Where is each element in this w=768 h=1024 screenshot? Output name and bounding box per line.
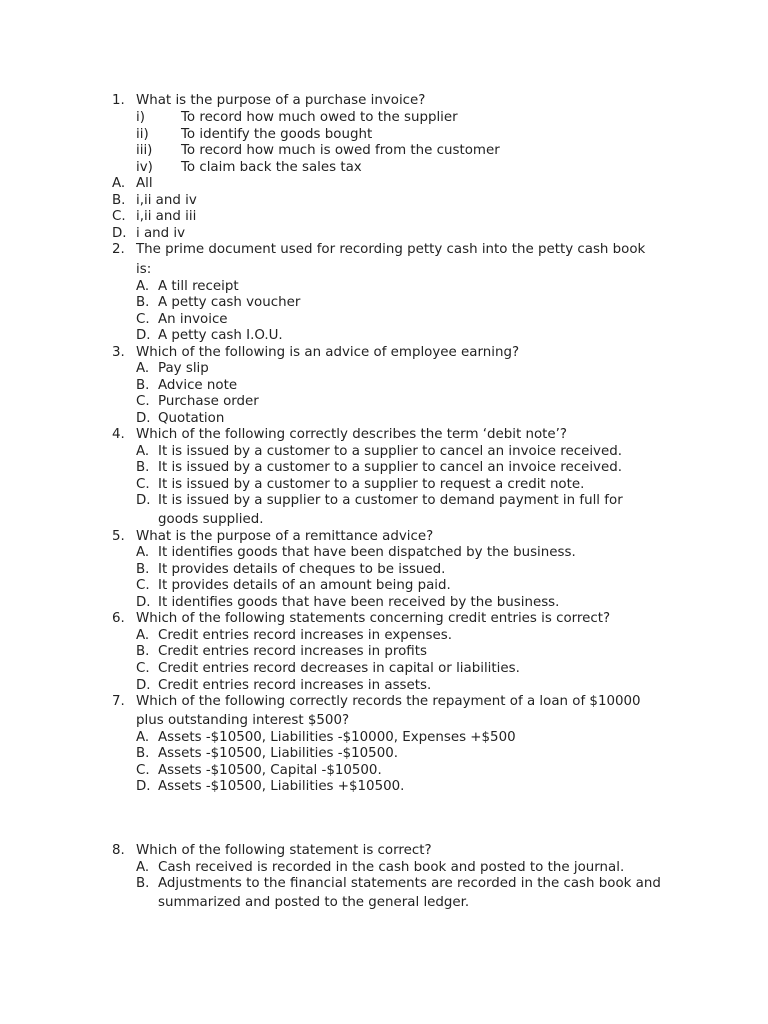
question-text: Which of the following statements concerning credit entries is correct? (136, 611, 611, 626)
option-label: C. (136, 394, 150, 409)
option-label: C. (136, 578, 150, 593)
question-number: 6. (112, 611, 125, 626)
option-label: D. (136, 779, 151, 794)
option-text: It identifies goods that have been dispatched by the business. (158, 545, 576, 560)
option-label: A. (136, 361, 150, 376)
option-text: Credit entries record increases in assets. (158, 678, 432, 693)
option-text: goods supplied. (158, 512, 264, 527)
option-text: summarized and posted to the general ledger. (158, 895, 470, 910)
option-text: It is issued by a supplier to a customer to demand payment in full for (158, 493, 623, 508)
option-text: Adjustments to the financial statements are recorded in the cash book and (158, 876, 661, 891)
question-text: plus outstanding interest $500? (136, 713, 350, 728)
option-text: It identifies goods that have been received by the business. (158, 595, 560, 610)
option-label: C. (136, 477, 150, 492)
statement-label: iv) (136, 160, 153, 175)
option-text: All (136, 176, 153, 191)
option-text: Credit entries record increases in profits (158, 644, 427, 659)
option-label: B. (136, 460, 150, 475)
option-label: C. (136, 763, 150, 778)
option-text: Assets -$10500, Capital -$10500. (158, 763, 382, 778)
option-text: An invoice (158, 312, 228, 327)
option-label: A. (136, 730, 150, 745)
option-text: A till receipt (158, 279, 239, 294)
option-text: It is issued by a customer to a supplier to cancel an invoice received. (158, 444, 622, 459)
option-text: Assets -$10500, Liabilities -$10000, Expenses +$500 (158, 730, 516, 745)
option-label: A. (136, 628, 150, 643)
option-label: D. (136, 678, 151, 693)
option-label: B. (136, 746, 150, 761)
option-text: Quotation (158, 411, 225, 426)
option-text: i and iv (136, 226, 186, 241)
question-text: What is the purpose of a remittance advice? (136, 529, 434, 544)
option-text: It is issued by a customer to a supplier to cancel an invoice received. (158, 460, 622, 475)
option-label: C. (112, 209, 126, 224)
option-label: A. (136, 545, 150, 560)
option-label: A. (112, 176, 126, 191)
question-number: 3. (112, 345, 125, 360)
option-text: Advice note (158, 378, 238, 393)
question-text: The prime document used for recording petty cash into the petty cash book (136, 242, 646, 257)
option-label: B. (136, 644, 150, 659)
option-label: A. (136, 860, 150, 875)
statement-text: To record how much owed to the supplier (181, 110, 458, 125)
statement-text: To identify the goods bought (181, 127, 373, 142)
option-label: B. (112, 193, 126, 208)
option-label: D. (136, 493, 151, 508)
option-text: It is issued by a customer to a supplier to request a credit note. (158, 477, 585, 492)
option-text: A petty cash I.O.U. (158, 328, 283, 343)
question-text: Which of the following correctly describes the term ‘debit note’? (136, 427, 568, 442)
statement-label: iii) (136, 143, 153, 158)
option-label: C. (136, 661, 150, 676)
question-text: is: (136, 262, 152, 277)
option-label: A. (136, 279, 150, 294)
option-text: i,ii and iv (136, 193, 197, 208)
option-label: B. (136, 876, 150, 891)
option-label: B. (136, 378, 150, 393)
option-text: i,ii and iii (136, 209, 197, 224)
question-number: 4. (112, 427, 125, 442)
question-text: What is the purpose of a purchase invoice? (136, 93, 426, 108)
option-text: It provides details of cheques to be issued. (158, 562, 446, 577)
option-label: D. (112, 226, 127, 241)
question-number: 7. (112, 694, 125, 709)
question-text: Which of the following statement is correct? (136, 843, 432, 858)
option-text: Credit entries record increases in expenses. (158, 628, 452, 643)
statement-text: To claim back the sales tax (181, 160, 362, 175)
question-number: 1. (112, 93, 125, 108)
question-text: Which of the following is an advice of employee earning? (136, 345, 520, 360)
option-text: Purchase order (158, 394, 259, 409)
option-label: A. (136, 444, 150, 459)
question-number: 8. (112, 843, 125, 858)
statement-text: To record how much is owed from the customer (181, 143, 500, 158)
option-text: Cash received is recorded in the cash book and posted to the journal. (158, 860, 625, 875)
option-text: Credit entries record decreases in capital or liabilities. (158, 661, 520, 676)
option-text: Pay slip (158, 361, 209, 376)
option-text: A petty cash voucher (158, 295, 301, 310)
option-text: Assets -$10500, Liabilities +$10500. (158, 779, 405, 794)
question-number: 5. (112, 529, 125, 544)
option-text: Assets -$10500, Liabilities -$10500. (158, 746, 398, 761)
option-text: It provides details of an amount being paid. (158, 578, 451, 593)
question-number: 2. (112, 242, 125, 257)
question-text: Which of the following correctly records the repayment of a loan of $10000 (136, 694, 641, 709)
option-label: D. (136, 595, 151, 610)
option-label: D. (136, 328, 151, 343)
option-label: B. (136, 295, 150, 310)
statement-label: ii) (136, 127, 149, 142)
option-label: D. (136, 411, 151, 426)
option-label: B. (136, 562, 150, 577)
statement-label: i) (136, 110, 145, 125)
option-label: C. (136, 312, 150, 327)
